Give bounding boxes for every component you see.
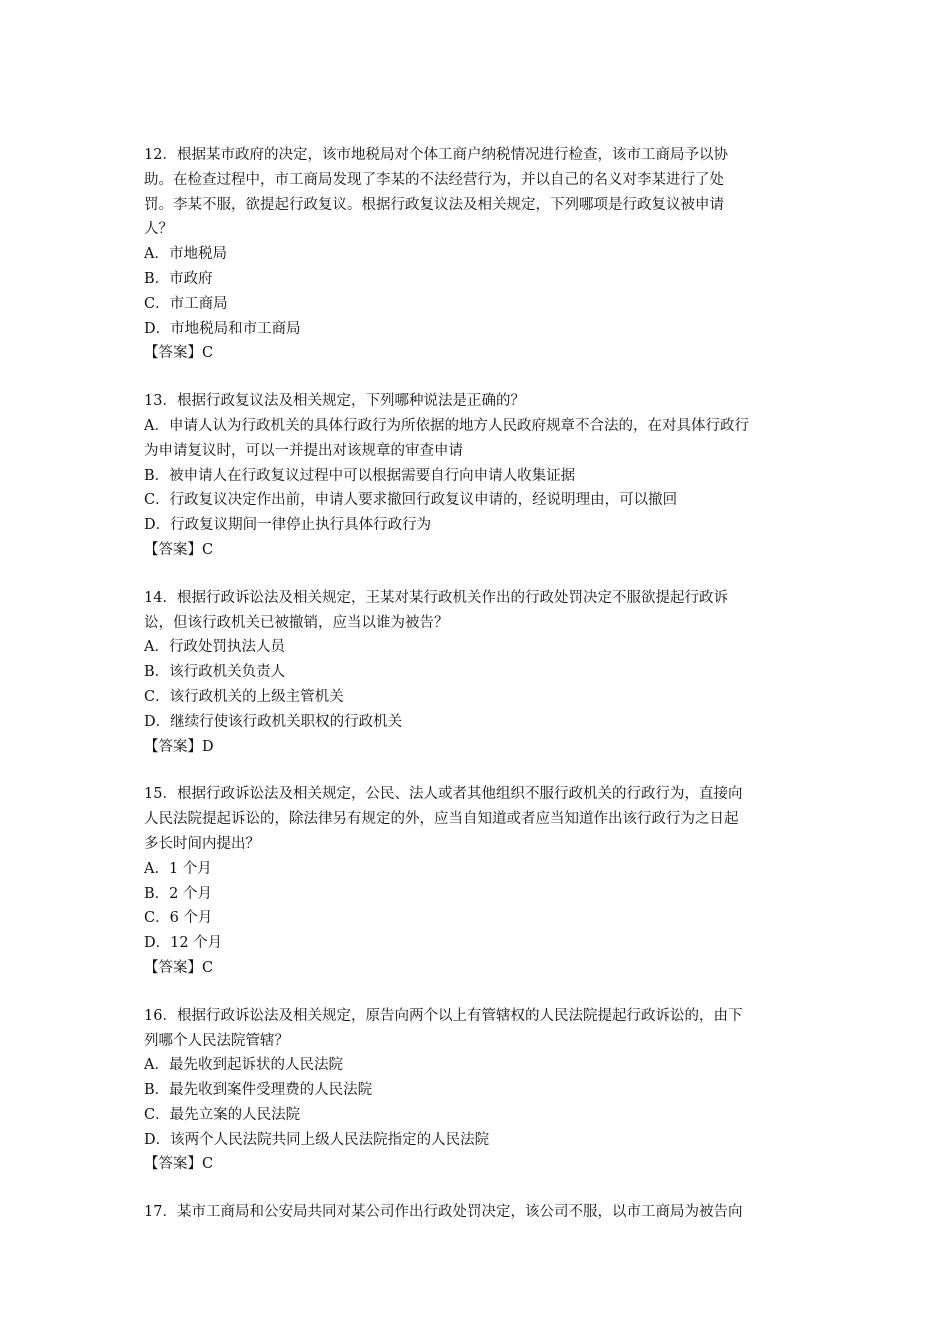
option-b: B．市政府 [144, 270, 213, 287]
question-text-line: 罚。李某不服，欲提起行政复议。根据行政复议法及相关规定，下列哪项是行政复议被申请 [144, 196, 724, 213]
option-d: D．行政复议期间一律停止执行具体行政行为 [144, 517, 432, 534]
question-text-line: 讼，但该行政机关已被撤销，应当以谁为被告？ [144, 614, 449, 631]
question-text-line: 助。在检查过程中，市工商局发现了李某的不法经营行为，并以自己的名义对李某进行了处 [144, 171, 724, 188]
option-c: C．行政复议决定作出前，申请人要求撤回行政复议申请的，经说明理由，可以撤回 [144, 492, 678, 509]
option-d: D．该两个人民法院共同上级人民法院指定的人民法院 [144, 1131, 490, 1148]
answer: 【答案】C [144, 541, 214, 558]
question-text-line: 14．根据行政诉讼法及相关规定，王某对某行政机关作出的行政处罚决定不服欲提起行政诉 [144, 589, 728, 606]
question-12 [144, 143, 812, 366]
option-a: A．市地税局 [144, 246, 227, 263]
option-b: B．最先收到案件受理费的人民法院 [144, 1082, 373, 1099]
option-b: B．2 个月 [144, 885, 212, 902]
question-17 [144, 1200, 812, 1225]
option-c: C．市工商局 [144, 295, 228, 312]
question-text-line: 16．根据行政诉讼法及相关规定，原告向两个以上有管辖权的人民法院提起行政诉讼的，由下 [144, 1007, 743, 1024]
question-text-line: 多长时间内提出？ [144, 835, 260, 852]
option-d: D．继续行使该行政机关职权的行政机关 [144, 713, 403, 730]
question-text-line: 人民法院提起诉讼的，除法律另有规定的外，应当自知道或者应当知道作出该行政行为之日起 [144, 811, 739, 828]
question-text-line: 人？ [144, 221, 173, 238]
option-b: B．被申请人在行政复议过程中可以根据需要自行向申请人收集证据 [144, 467, 576, 484]
option-c: C．该行政机关的上级主管机关 [144, 688, 344, 705]
answer: 【答案】C [144, 959, 214, 976]
option-d: D．12 个月 [144, 935, 223, 952]
question-text-line: 17．某市工商局和公安局共同对某公司作出行政处罚决定，该公司不服，以市工商局为被告向 [144, 1204, 743, 1221]
question-15 [144, 782, 812, 980]
option-c: C．6 个月 [144, 910, 213, 927]
option-a-continued: 为申请复议时，可以一并提出对该规章的审查申请 [144, 442, 463, 459]
question-list [144, 143, 812, 1248]
option-a: A．申请人认为行政机关的具体行政行为所依据的地方人民政府规章不合法的，在对具体行政行 [144, 417, 749, 434]
question-text-line: 12．根据某市政府的决定，该市地税局对个体工商户纳税情况进行检查，该市工商局予以协 [144, 147, 728, 163]
question-text-line: 列哪个人民法院管辖？ [144, 1032, 289, 1049]
answer: 【答案】C [144, 1156, 214, 1173]
option-b: B．该行政机关负责人 [144, 664, 286, 681]
option-a: A．行政处罚执法人员 [144, 639, 285, 656]
option-d: D．市地税局和市工商局 [144, 320, 301, 337]
question-text-line: 15．根据行政诉讼法及相关规定，公民、法人或者其他组织不服行政机关的行政行为，直接向 [144, 786, 743, 803]
question-14 [144, 586, 812, 760]
answer: 【答案】D [144, 738, 214, 755]
option-c: C．最先立案的人民法院 [144, 1106, 301, 1123]
option-a: A．最先收到起诉状的人民法院 [144, 1057, 343, 1074]
answer: 【答案】C [144, 345, 214, 362]
option-a: A．1 个月 [144, 860, 212, 877]
question-13 [144, 389, 812, 563]
question-text-line: 13．根据行政复议法及相关规定，下列哪种说法是正确的？ [144, 393, 525, 410]
question-16 [144, 1004, 812, 1178]
